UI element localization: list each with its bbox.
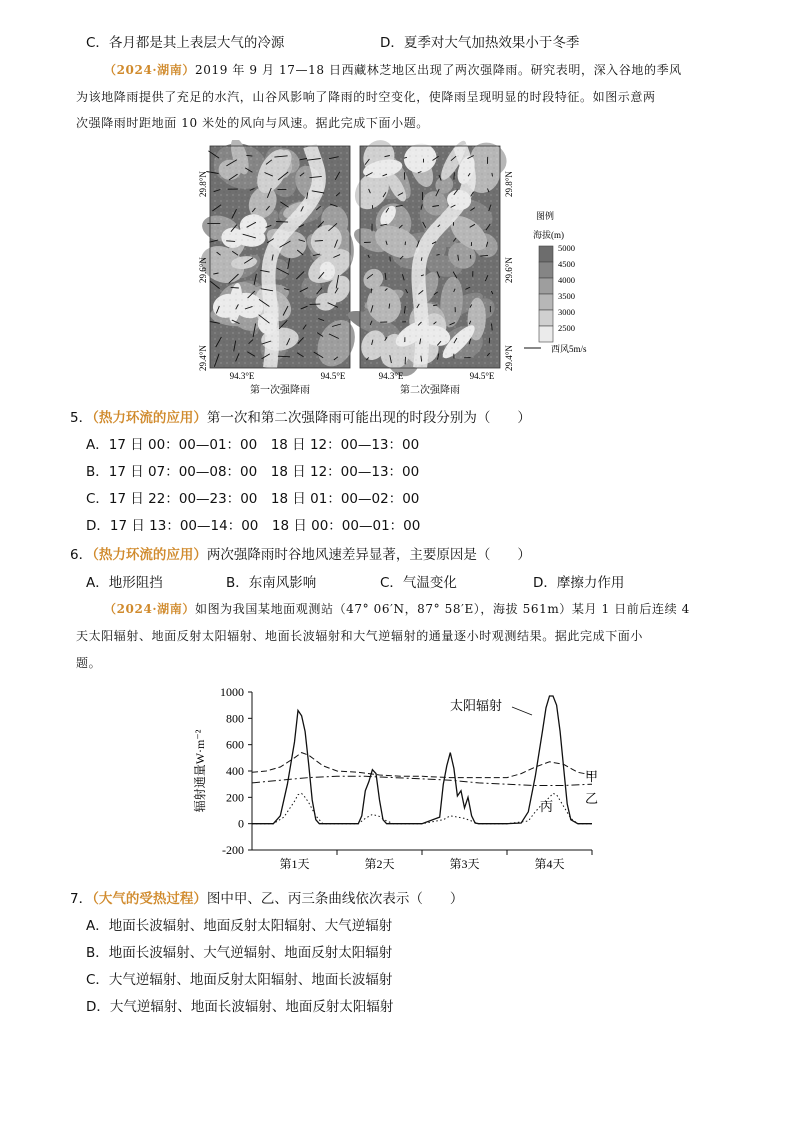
lat-label-right-2: 29.6°N (504, 257, 514, 283)
caption-second-rain: 第二次强降雨 (400, 385, 460, 396)
wind-vector (492, 173, 493, 177)
legend-level-label: 3500 (558, 291, 575, 301)
annotation-solar: 太阳辐射 (450, 698, 503, 713)
series-line-乙 (252, 776, 592, 785)
passage2-line3: 题。 (76, 656, 102, 670)
q7-number: 7． (70, 891, 93, 907)
x-tick-label: 第1天 (279, 857, 310, 871)
q6-option-c[interactable]: C．气温变化 (380, 575, 457, 591)
q6-stem: 两次强降雨时谷地风速差异显著，主要原因是（ ） (206, 547, 531, 563)
map-panel-first-rain (195, 140, 362, 372)
q7-tag: （大气的受热过程） (92, 891, 207, 907)
q5-option-b[interactable]: B．17 日 07：00—08：00 18 日 12：00—13：00 (86, 464, 420, 480)
passage1-text-1: 2019 年 9 月 17—18 日西藏林芝地区出现了两次强降雨。研究表明，深入谷地的季风 (194, 63, 682, 77)
legend-swatch (539, 310, 553, 326)
wind-vector (231, 287, 239, 288)
legend-level-label: 5000 (558, 243, 575, 253)
wind-vector (470, 255, 471, 259)
passage2-line2: 天太阳辐射、地面反射太阳辐射、地面长波辐射和大气逆辐射的通量逐小时观测结果。据此完成下面小 (76, 629, 644, 643)
q5-option-d[interactable]: D．17 日 13：00—14：00 18 日 00：00—01：00 (86, 518, 421, 534)
passage2-line1 (104, 600, 690, 617)
x-tick-label: 第3天 (449, 857, 480, 871)
wind-vector (226, 241, 235, 242)
q7-stem-line (70, 887, 463, 907)
lon-label-a2: 94.5°E (320, 371, 346, 381)
lon-label-b2: 94.5°E (469, 371, 495, 381)
annotation-leader (512, 707, 532, 715)
passage1-line3: 次强降雨时距地面 10 米处的风向与风速。据此完成下面小题。 (76, 116, 429, 130)
lat-label-left-3: 29.4°N (198, 345, 208, 371)
prev-option-d: D．夏季对大气加热效果小于冬季 (380, 35, 580, 51)
lon-label-b1: 94.3°E (378, 371, 404, 381)
radiation-chart (180, 680, 620, 880)
legend-subtitle: 海拔(m) (533, 230, 564, 240)
q6-stem-line (70, 543, 531, 563)
terrain-texture (210, 146, 350, 368)
passage1-source-tag: （2024·湖南） (104, 63, 195, 77)
series-line-甲 (252, 753, 592, 778)
legend-level-label: 3000 (558, 307, 575, 317)
wind-vector (276, 222, 288, 223)
q6-option-a[interactable]: A．地形阻挡 (86, 575, 163, 591)
y-tick-label: 400 (226, 764, 244, 778)
caption-first-rain: 第一次强降雨 (250, 385, 310, 396)
annotation-jia: 甲 (585, 769, 599, 784)
y-tick-label: 1000 (220, 685, 244, 699)
q5-tag: （热力环流的应用） (92, 410, 207, 426)
prev-option-c: C．各月都是其上表层大气的冷源 (86, 35, 285, 51)
legend-swatch (539, 246, 553, 262)
wind-vector (454, 172, 455, 179)
legend-swatch (539, 278, 553, 294)
legend-level-label: 4000 (558, 275, 575, 285)
x-tick-label: 第4天 (534, 857, 565, 871)
passage1-line1 (104, 61, 682, 78)
passage2-source-tag: （2024·湖南） (104, 602, 195, 616)
chart-labels (450, 698, 598, 814)
x-tick-label: 第2天 (364, 857, 395, 871)
q7-stem: 图中甲、乙、丙三条曲线依次表示（ ） (206, 891, 464, 907)
wind-vector (278, 356, 290, 357)
annotation-yi: 乙 (585, 791, 599, 806)
map-panel-second-rain (345, 140, 513, 380)
q5-number: 5． (70, 410, 93, 426)
wind-vector (371, 289, 372, 294)
terrain-texture (360, 146, 500, 368)
q6-tag: （热力环流的应用） (92, 547, 207, 563)
wind-vector (315, 241, 323, 242)
q7-option-c[interactable]: C．大气逆辐射、地面反射太阳辐射、地面长波辐射 (86, 972, 393, 988)
q7-option-d[interactable]: D．大气逆辐射、地面长波辐射、地面反射太阳辐射 (86, 999, 394, 1015)
legend-title: 图例 (536, 211, 555, 221)
y-tick-label: 800 (226, 711, 244, 726)
wind-terrain-figure (190, 140, 610, 402)
lon-label-a1: 94.3°E (229, 371, 255, 381)
legend-swatch (539, 294, 553, 310)
q7-option-b[interactable]: B．地面长波辐射、大气逆辐射、地面反射太阳辐射 (86, 945, 393, 961)
q6-option-d[interactable]: D．摩擦力作用 (533, 575, 625, 591)
lat-label-right-1: 29.8°N (504, 171, 514, 197)
q6-number: 6． (70, 547, 93, 563)
q5-option-c[interactable]: C．17 日 22：00—23：00 18 日 01：00—02：00 (86, 491, 420, 507)
q5-stem: 第一次和第二次强降雨可能出现的时段分别为（ ） (206, 410, 531, 426)
q7-option-a[interactable]: A．地面长波辐射、地面反射太阳辐射、大气逆辐射 (86, 918, 393, 934)
y-tick-label: 200 (226, 790, 244, 805)
q5-stem-line (70, 406, 531, 426)
q5-option-a[interactable]: A．17 日 00：00—01：00 18 日 12：00—13：00 (86, 437, 420, 453)
q6-option-b[interactable]: B．东南风影响 (226, 575, 317, 591)
legend-swatch (539, 326, 553, 342)
legend-level-label: 2500 (558, 323, 575, 333)
y-tick-label: 0 (238, 816, 244, 831)
passage1-line2: 为该地降雨提供了充足的水汽，山谷风影响了降雨的时空变化，使降雨呈现明显的时段特征。如图示意两 (76, 90, 656, 104)
annotation-bing: 丙 (540, 799, 554, 814)
y-tick-label: 600 (226, 737, 244, 752)
elevation-legend (539, 243, 575, 342)
lat-label-right-3: 29.4°N (504, 345, 514, 371)
lat-label-left-1: 29.8°N (198, 171, 208, 197)
legend-swatch (539, 262, 553, 278)
y-axis-label: 辐射通量W·m⁻² (193, 729, 207, 813)
lat-label-left-2: 29.6°N (198, 257, 208, 283)
y-tick-label: -200 (222, 843, 244, 857)
legend-level-label: 4500 (558, 259, 575, 269)
wind-scale-label: 西风5m/s (551, 344, 587, 354)
passage2-text-1: 如图为我国某地面观测站（47° 06′N，87° 58′E），海拔 561m）某月 1 日前后连续 4 (194, 602, 690, 616)
